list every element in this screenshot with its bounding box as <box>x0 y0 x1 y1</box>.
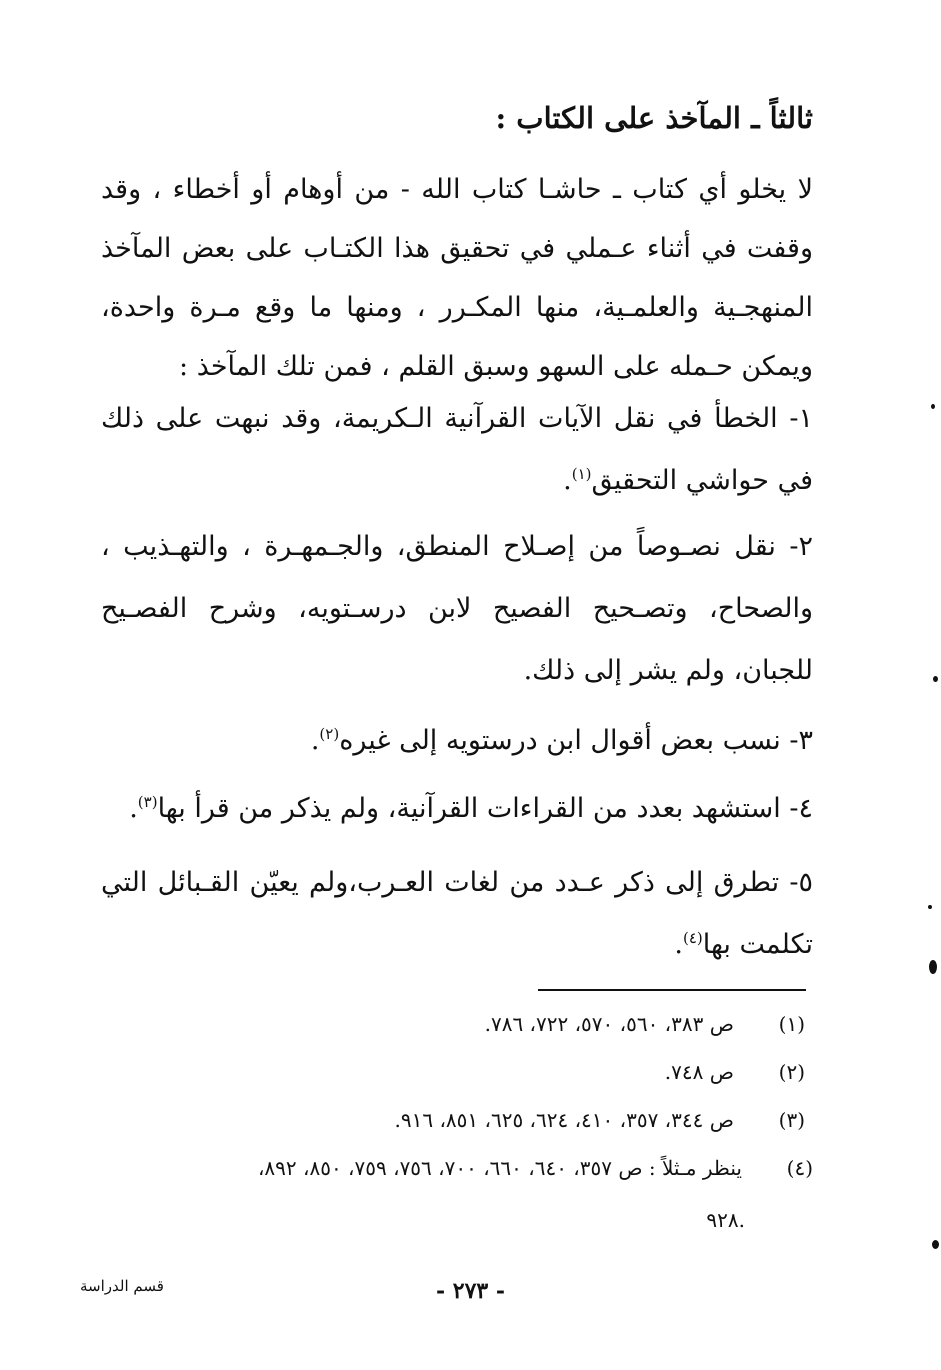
list-item: ٢- نقل نصـوصاً من إصـلاح المنطق، والجـمهـرة ، والتهـذيب ، والصحاح، وتصـحيح الفصيح لابن درسـتويه، وشرح الفصـيح للجبان، ولم يشر إلى ذلك. <box>101 531 813 686</box>
scan-speck <box>929 960 937 974</box>
list-item-tail: . <box>310 725 320 756</box>
list-item-tail: . <box>563 465 572 496</box>
footnote-text: ص ٣٨٣، ٥٦٠، ٥٧٠، ٧٢٢، ٧٨٦. <box>484 1012 734 1036</box>
list-item-text: ٤- استشهد بعدد من القراءات القرآنية، ولم يذكر من قرأ بها <box>157 793 813 824</box>
footnote-text: ص ٣٤٤، ٣٥٧، ٤١٠، ٦٢٤، ٦٢٥، ٨٥١، ٩١٦. <box>394 1108 734 1132</box>
list-item-tail: . <box>129 793 138 824</box>
footnote-ref: (٤) <box>682 929 703 947</box>
footnote-text: ينظر مـثلاً : ص ٣٥٧، ٦٤٠، ٦٦٠، ٧٠٠، ٧٥٦، ٧٥٩، ٨٥٠، ٨٩٢، <box>257 1156 742 1180</box>
footnote <box>85 999 805 1049</box>
footnote-number: (٣) <box>778 1108 805 1132</box>
list-item <box>101 852 813 976</box>
scan-speck <box>933 676 938 682</box>
scan-speck <box>928 905 932 909</box>
footnote-ref: (١) <box>571 465 592 483</box>
footnote-text: ص ٧٤٨. <box>664 1060 734 1084</box>
footnote-separator <box>538 989 806 991</box>
section-heading: ثالثاً ـ المآخذ على الكتاب : <box>495 101 813 135</box>
list-item-text: ٣- نسب بعض أقوال ابن درستويه إلى غيره <box>339 725 813 756</box>
intro-paragraph: لا يخلو أي كتاب ـ حاشـا كتاب الله - من أوهام أو أخطاء ، وقد وقفت في أثناء عـملي في تحقيق هذا الكتـاب على بعض المآخذ المنهجـية والعلمـية، منها المكـرر ، ومنها ما وقع مـرة واحدة، ويمكن حـمله على السهو وسبق القلم ، فمن تلك المآخذ : <box>101 174 813 382</box>
footnote <box>73 1143 813 1193</box>
footnote-ref: (٢) <box>319 725 340 743</box>
list-item-text: ٥- تطرق إلى ذكر عـدد من لغات العـرب،ولم يعيّن القـبائل التي تكلمت بها <box>101 867 813 960</box>
footnote <box>85 1095 805 1145</box>
footnote <box>85 1047 805 1097</box>
list-item <box>101 778 813 840</box>
footnote-number: (٤) <box>786 1156 813 1180</box>
footnote-number: (٢) <box>778 1060 805 1084</box>
list-item <box>101 710 813 772</box>
footnote-ref: (٣) <box>137 793 158 811</box>
scan-speck <box>931 404 935 409</box>
footnote-number: (١) <box>778 1012 805 1036</box>
page-number: - ٢٧٣ - <box>435 1278 506 1304</box>
footnote-continuation: ٩٢٨. <box>706 1208 745 1232</box>
scan-speck <box>932 1240 939 1249</box>
section-label: قسم الدراسة <box>80 1277 164 1295</box>
list-item-tail: . <box>674 929 683 960</box>
list-item <box>101 388 813 512</box>
list-item-text: ١- الخطأ في نقل الآيات القرآنية الـكريمة، وقد نبهت على ذلك في حواشي التحقيق <box>101 403 813 496</box>
